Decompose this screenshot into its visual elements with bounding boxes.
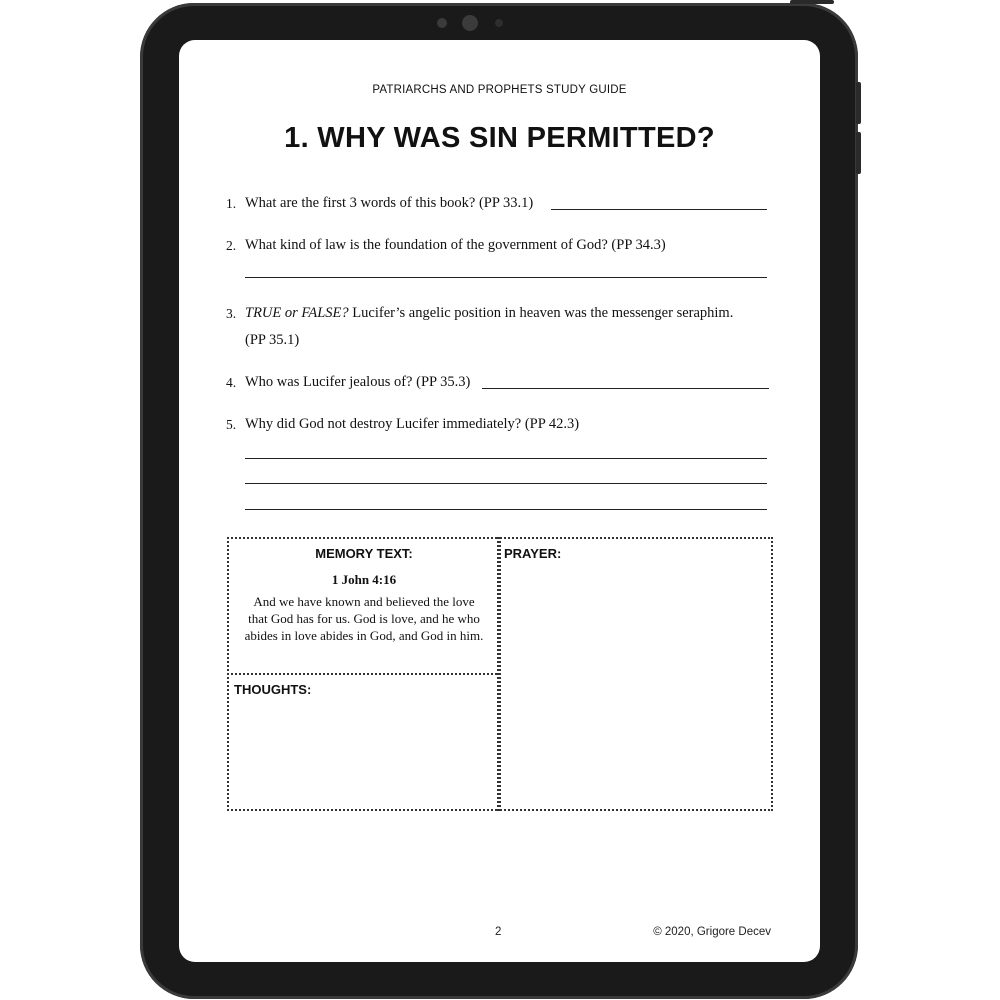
- answer-line[interactable]: [551, 209, 767, 210]
- answer-line[interactable]: [245, 277, 767, 278]
- question-number: 2.: [226, 238, 237, 253]
- question-text: Why did God not destroy Lucifer immediately? (PP 42.3): [245, 416, 580, 432]
- answer-line[interactable]: [245, 483, 767, 484]
- thoughts-label: THOUGHTS:: [234, 682, 312, 697]
- question-text: What are the first 3 words of this book? (PP 33.1): [245, 195, 534, 211]
- memory-text-verse-line: that God has for us. God is love, and he who: [248, 611, 480, 626]
- question-number: 3.: [226, 306, 237, 321]
- memory-text-verse-line: And we have known and believed the love: [253, 594, 475, 609]
- sensor-icon: [437, 18, 447, 28]
- question-text: Who was Lucifer jealous of? (PP 35.3): [245, 374, 471, 390]
- question-text: What kind of law is the foundation of the government of God? (PP 34.3): [245, 237, 666, 253]
- answer-line[interactable]: [245, 458, 767, 459]
- question-number: 5.: [226, 417, 237, 432]
- volume-up-button: [856, 82, 861, 124]
- prayer-label: PRAYER:: [504, 546, 562, 561]
- memory-text-label: MEMORY TEXT:: [315, 546, 413, 561]
- question-text: [245, 305, 733, 322]
- prayer-box[interactable]: [497, 537, 773, 811]
- running-header: PATRIARCHS AND PROPHETS STUDY GUIDE: [372, 84, 627, 96]
- copyright-notice: © 2020, Grigore Decev: [653, 926, 771, 938]
- answer-line[interactable]: [482, 388, 769, 389]
- page-title: 1. WHY WAS SIN PERMITTED?: [284, 122, 715, 154]
- power-button: [790, 0, 834, 4]
- question-number: 4.: [226, 375, 237, 390]
- volume-down-button: [856, 132, 861, 174]
- camera-icon: [462, 15, 478, 31]
- memory-text-verse-line: abides in love abides in God, and God in him.: [244, 628, 484, 643]
- true-false-emphasis: TRUE or FALSE?: [245, 305, 349, 321]
- question-text-rest: Lucifer’s angelic position in heaven was the messenger seraphim.: [348, 305, 734, 321]
- answer-line[interactable]: [245, 509, 767, 510]
- flash-icon: [495, 19, 503, 27]
- question-number: 1.: [226, 196, 237, 211]
- question-reference: (PP 35.1): [245, 332, 300, 348]
- memory-text-reference: 1 John 4:16: [331, 572, 397, 587]
- page-number: 2: [495, 926, 502, 938]
- document-page: [179, 40, 820, 962]
